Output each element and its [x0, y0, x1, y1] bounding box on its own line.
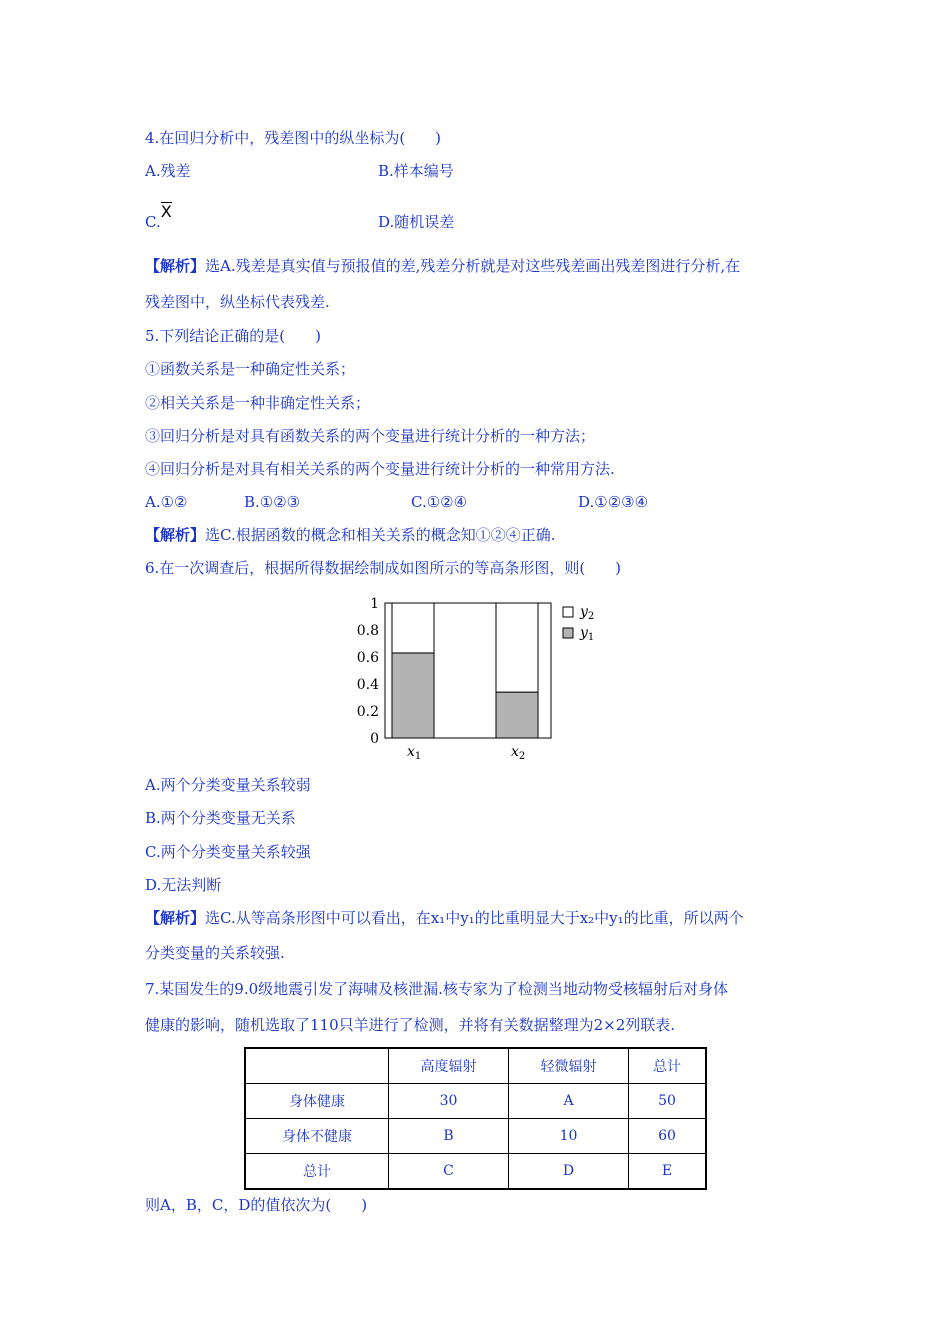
table-cell: 总计 — [245, 1154, 389, 1190]
q4-option-c — [145, 202, 172, 232]
contingency-table — [244, 1047, 707, 1190]
table-header-cell: 高度辐射 — [389, 1048, 509, 1084]
bar-y2-x2 — [496, 603, 538, 692]
table-cell: B — [389, 1119, 509, 1154]
stacked-bar-chart — [350, 590, 630, 765]
q4-option-b: B.样本编号 — [378, 162, 454, 180]
q5-statement-2: ②相关关系是一种非确定性关系； — [145, 394, 371, 412]
legend-swatch-y2 — [563, 607, 573, 617]
q7-question: 则A，B，C，D的值依次为( ) — [145, 1196, 368, 1214]
table-cell: A — [509, 1084, 629, 1119]
legend-label-y1: $y_1$ — [580, 625, 595, 643]
table-cell: 身体健康 — [245, 1084, 389, 1119]
q5-option-c: C.①②④ — [411, 493, 468, 511]
q5-analysis — [145, 525, 556, 545]
q6-analysis-line1 — [145, 908, 744, 928]
legend-swatch-y1 — [563, 628, 573, 638]
q6-option-b: B.两个分类变量无关系 — [145, 809, 296, 827]
q6-option-c: C.两个分类变量关系较强 — [145, 843, 311, 861]
x-bar-symbol: X — [160, 202, 172, 221]
q5-statement-3: ③回归分析是对具有函数关系的两个变量进行统计分析的一种方法； — [145, 427, 596, 445]
q4-option-a: A.残差 — [145, 162, 191, 180]
q4-analysis-line2: 残差图中，纵坐标代表残差. — [145, 293, 330, 311]
y-tick-label: 0.2 — [356, 704, 379, 720]
q5-analysis-text: 选C.根据函数的概念和相关关系的概念知①②④正确. — [205, 526, 556, 544]
q6-analysis-line2: 分类变量的关系较强. — [145, 944, 285, 962]
y-tick-label: 1 — [370, 596, 379, 612]
analysis-tag: 【解析】 — [145, 909, 206, 927]
q4-stem: 4.在回归分析中，残差图中的纵坐标为( ) — [145, 129, 442, 147]
table-row — [245, 1084, 706, 1119]
table-cell: D — [509, 1154, 629, 1190]
q6-stem: 6.在一次调查后，根据所得数据绘制成如图所示的等高条形图，则( ) — [145, 559, 622, 577]
q7-stem-line2: 健康的影响，随机选取了110只羊进行了检测，并将有关数据整理为2×2列联表. — [145, 1016, 676, 1034]
q4-option-d: D.随机误差 — [378, 213, 455, 231]
q5-statement-4: ④回归分析是对具有相关关系的两个变量进行统计分析的一种常用方法. — [145, 460, 615, 478]
table-header-cell: 轻微辐射 — [509, 1048, 629, 1084]
y-tick-label: 0 — [370, 731, 379, 747]
analysis-tag: 【解析】 — [145, 257, 206, 275]
y-tick-label: 0.4 — [356, 677, 379, 693]
q5-option-b: B.①②③ — [244, 493, 301, 511]
bar-y2-x1 — [392, 603, 434, 653]
q5-option-d: D.①②③④ — [578, 493, 649, 511]
chart-layer — [357, 596, 595, 762]
x-tick-label-x2: $x_2$ — [511, 744, 526, 762]
table-row — [245, 1154, 706, 1190]
q6-option-a: A.两个分类变量关系较弱 — [145, 776, 311, 794]
q4-analysis-text: 选A.残差是真实值与预报值的差,残差分析就是对这些残差画出残差图进行分析,在 — [205, 257, 741, 275]
table-cell: 50 — [629, 1084, 707, 1119]
analysis-tag: 【解析】 — [145, 526, 206, 544]
q6-analysis-text: 选C.从等高条形图中可以看出，在x₁中y₁的比重明显大于x₂中y₁的比重，所以两个 — [205, 909, 744, 927]
table-cell: 身体不健康 — [245, 1119, 389, 1154]
table-cell: 10 — [509, 1119, 629, 1154]
table-cell: E — [629, 1154, 707, 1190]
q6-option-d: D.无法判断 — [145, 876, 222, 894]
table-header-row — [245, 1048, 706, 1084]
table-cell: 60 — [629, 1119, 707, 1154]
q5-statement-1: ①函数关系是一种确定性关系； — [145, 360, 356, 378]
q4-analysis-line1 — [145, 256, 740, 276]
table-header-cell — [245, 1048, 389, 1084]
table-cell: C — [389, 1154, 509, 1190]
table-header-cell: 总计 — [629, 1048, 707, 1084]
y-tick-label: 0.6 — [356, 650, 379, 666]
q5-stem: 5.下列结论正确的是( ) — [145, 327, 322, 345]
y-tick-label: 0.8 — [356, 623, 379, 639]
q7-stem-line1: 7.某国发生的9.0级地震引发了海啸及核泄漏.核专家为了检测当地动物受核辐射后对身体 — [145, 980, 728, 998]
q4-option-c-prefix: C. — [145, 213, 161, 231]
q5-option-a: A.①② — [145, 493, 188, 511]
table-cell: 30 — [389, 1084, 509, 1119]
bar-y1-x1 — [392, 653, 434, 738]
legend-label-y2: $y_2$ — [580, 604, 595, 622]
bar-y1-x2 — [496, 692, 538, 738]
x-tick-label-x1: $x_1$ — [407, 744, 422, 762]
table-row — [245, 1119, 706, 1154]
